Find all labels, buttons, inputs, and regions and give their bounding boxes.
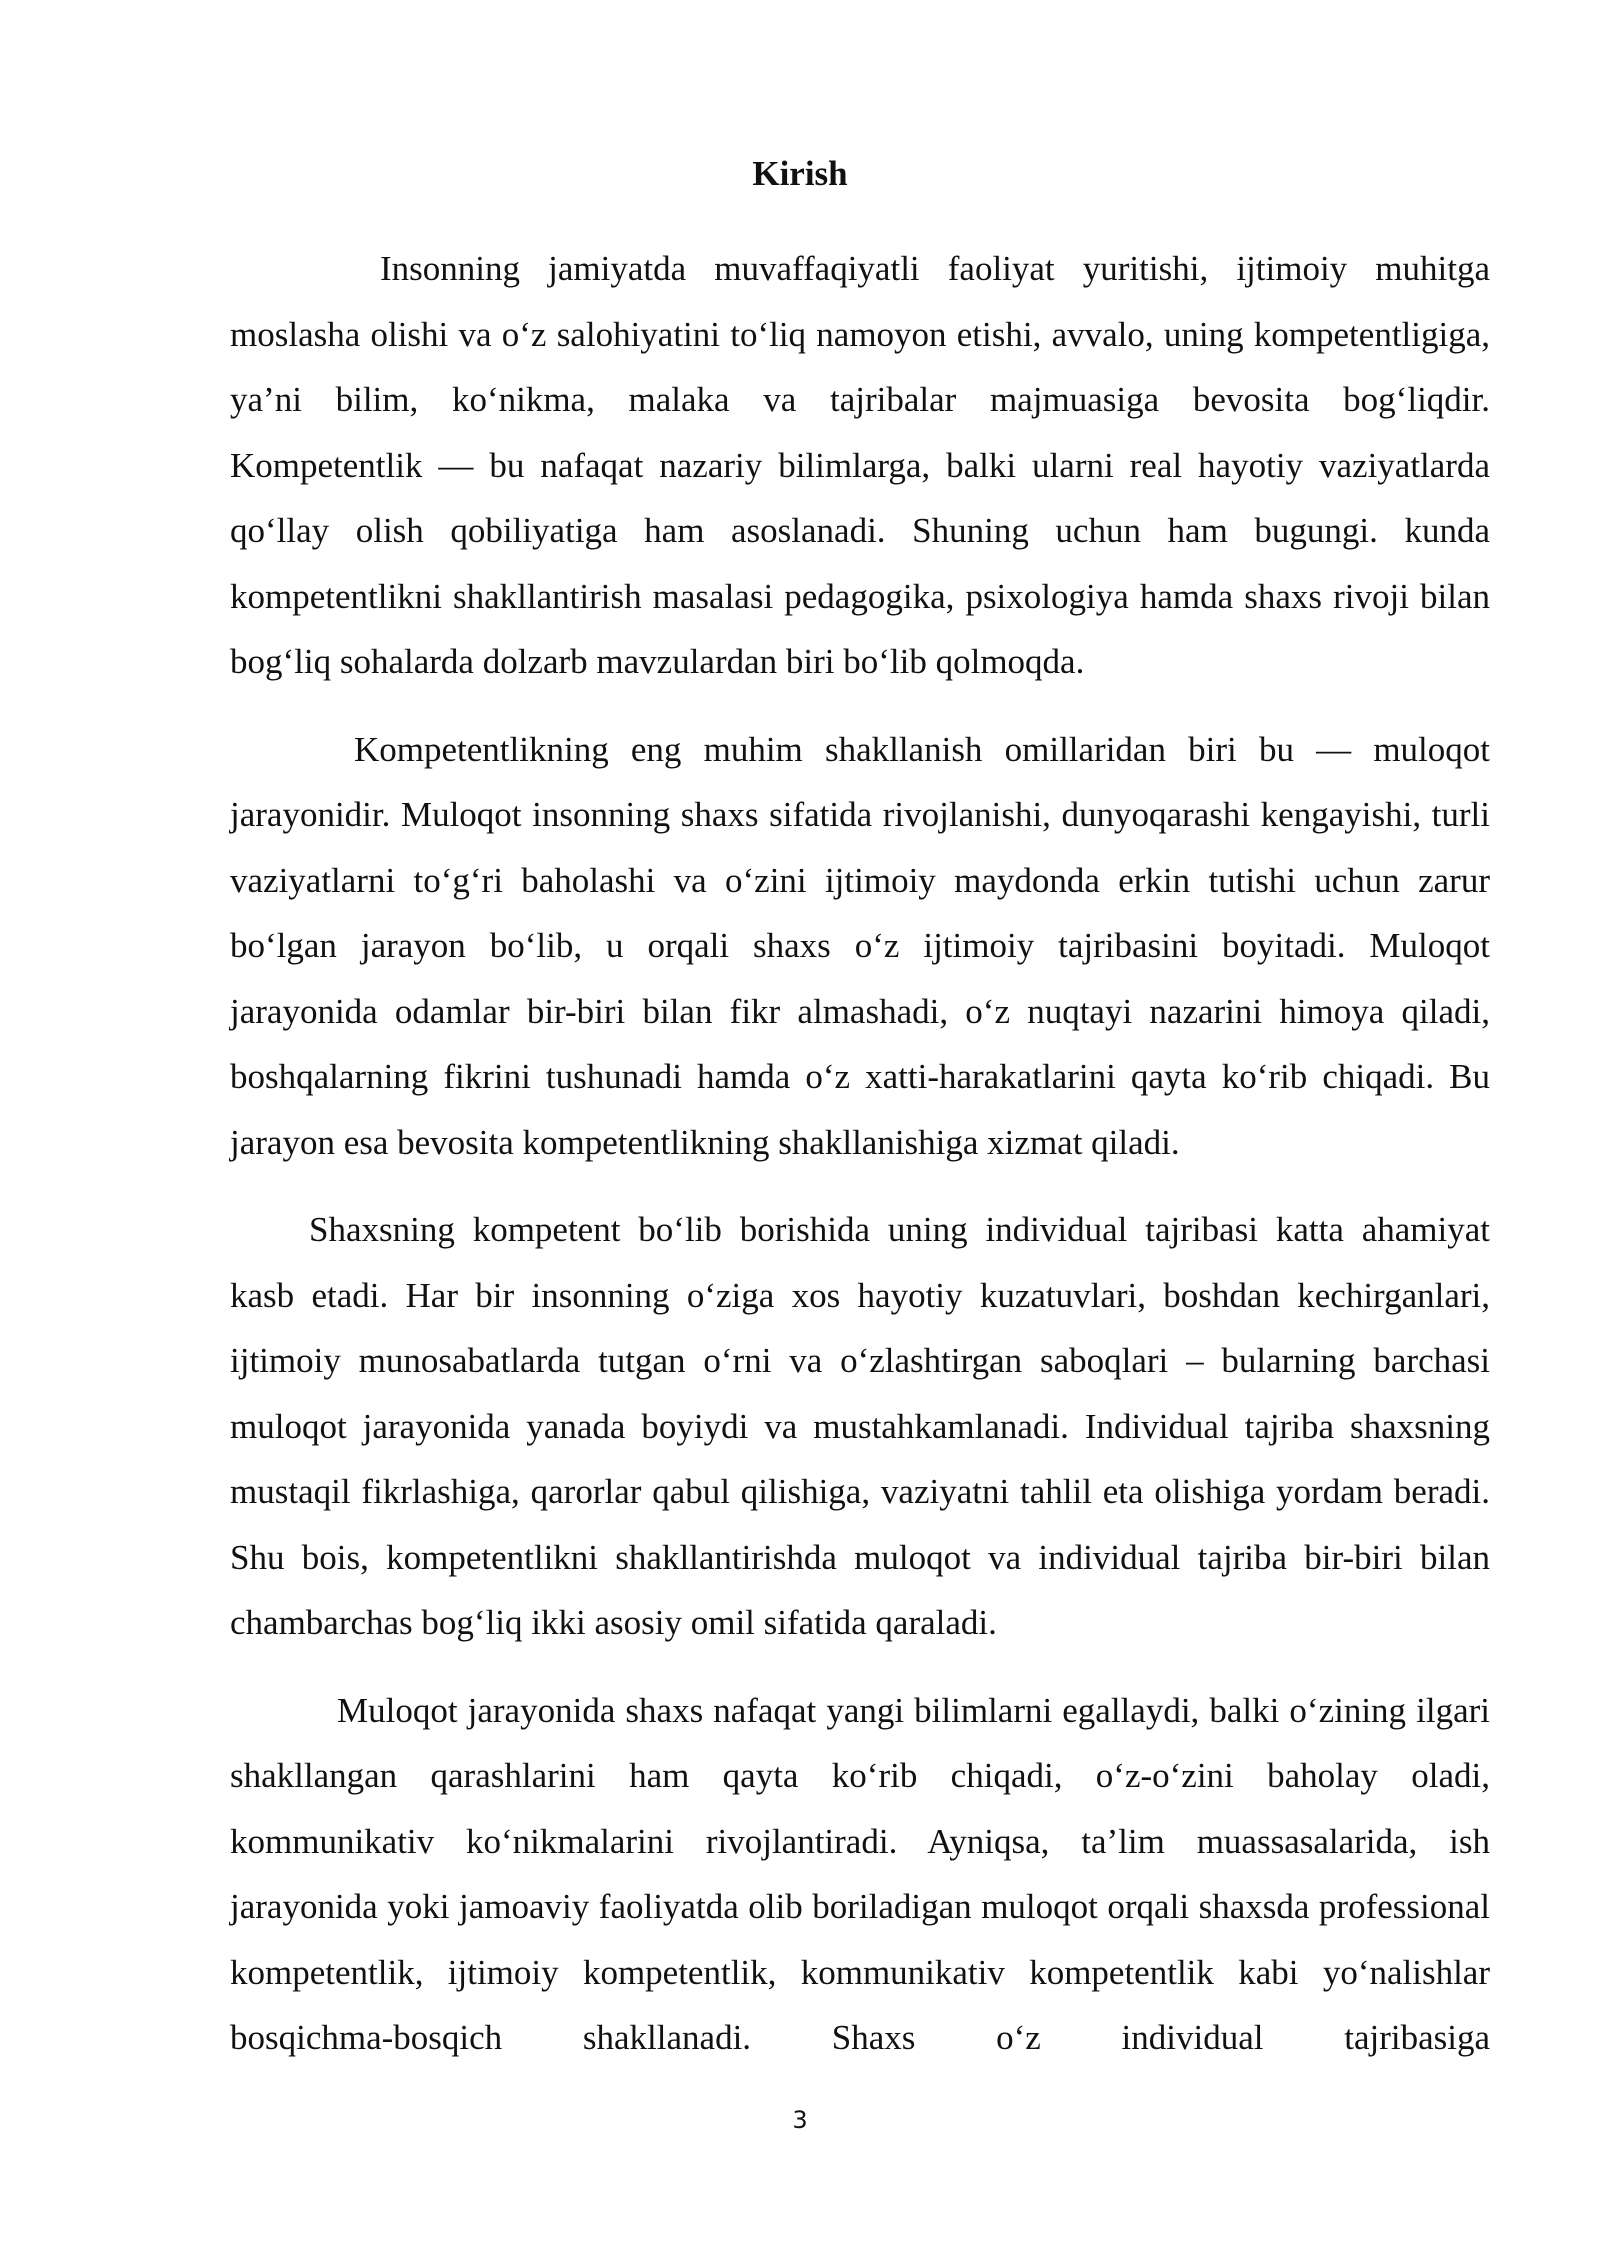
document-body bbox=[230, 236, 1490, 2093]
page-title: Kirish bbox=[752, 154, 848, 193]
paragraph-1: Insonning jamiyatda muvaffaqiyatli faoliyat yuritishi, ijtimoiy muhitga moslasha olishi va o‘z salohiyatini to‘liq namoyon etishi, avvalo, uning kompetentligiga, ya’ni bilim, ko‘nikma, malaka va tajribalar majmuasiga bevosita bog‘liqdir. Kompetentlik — bu nafaqat nazariy bilimlarga, balki ularni real hayotiy vaziyatlarda qo‘llay olish qobiliyatiga ham asoslanadi. Shuning uchun ham bugungi. kunda kompetentlikni shakllantirish masalasi pedagogika, psixologiya hamda shaxs rivoji bilan bog‘liq sohalarda dolzarb mavzulardan biri bo‘lib qolmoqda. bbox=[230, 249, 1490, 681]
paragraph-4: Muloqot jarayonida shaxs nafaqat yangi bilimlarni egallaydi, balki o‘zining ilgari shakllangan qarashlarini ham qayta ko‘rib chiqadi, o‘z-o‘zini baholay oladi, kommunikativ ko‘nikmalarini rivojlantiradi. Ayniqsa, ta’lim muassasalarida, ish jarayonida yoki jamoaviy faoliyatda olib boriladigan muloqot orqali shaxsda professional kompetentlik, ijtimoiy kompetentlik, kommunikativ kompetentlik kabi yo‘nalishlar bosqichma-bosqich shakllanadi. Shaxs o‘z individual tajribasiga bbox=[230, 1690, 1490, 2057]
paragraph-3: Shaxsning kompetent bo‘lib borishida uning individual tajribasi katta ahamiyat kasb etadi. Har bir insonning o‘ziga xos hayotiy kuzatuvlari, boshdan kechirganlari, ijtimoiy munosabatlarda tutgan o‘rni va o‘zlashtirgan saboqlari – bularning barchasi muloqot jarayonida yanada boyiydi va mustahkamlanadi. Individual tajriba shaxsning mustaqil fikrlashiga, qarorlar qabul qilishiga, vaziyatni tahlil eta olishiga yordam beradi. Shu bois, kompetentlikni shakllantirishda muloqot va individual tajriba bir-biri bilan chambarchas bog‘liq ikki asosiy omil sifatida qaraladi. bbox=[230, 1210, 1490, 1642]
page-number: 3 bbox=[792, 2106, 808, 2134]
paragraph-2: Kompetentlikning eng muhim shakllanish omillaridan biri bu — muloqot jarayonidir. Muloqot insonning shaxs sifatida rivojlanishi, dunyoqarashi kengayishi, turli vaziyatlarni to‘g‘ri baholashi va o‘zini ijtimoiy maydonda erkin tutishi uchun zarur bo‘lgan jarayon bo‘lib, u orqali shaxs o‘z ijtimoiy tajribasini boyitadi. Muloqot jarayonida odamlar bir-biri bilan fikr almashadi, o‘z nuqtayi nazarini himoya qiladi, boshqalarning fikrini tushunadi hamda o‘z xatti-harakatlarini qayta ko‘rib chiqadi. Bu jarayon esa bevosita kompetentlikning shakllanishiga xizmat qiladi. bbox=[230, 729, 1490, 1162]
